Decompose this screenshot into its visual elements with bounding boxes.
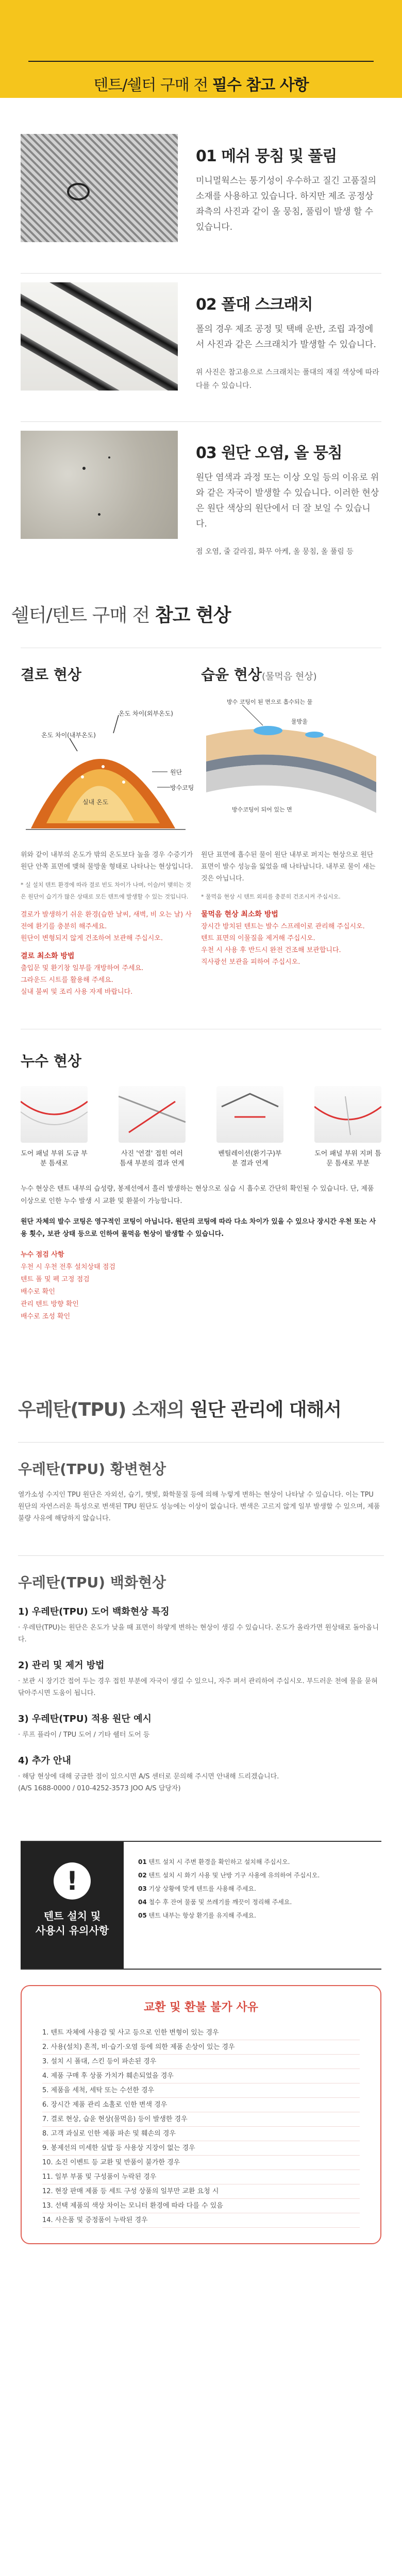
label-droplet: 물방울: [291, 718, 308, 725]
returns-title: 교환 및 환불 불가 사유: [144, 2001, 258, 2014]
returns-item: 12. 현장 판매 제품 등 세트 구성 상품의 일부만 교환 요청 시: [42, 2184, 360, 2199]
wicking-body: 원단 표면에 흡수된 물이 원단 내부로 퍼지는 현상으로 원단 표면이 발수 성능을 잃었을 때 나타납니다. 내부로 물이 새는 것은 아닙니다.: [201, 851, 376, 883]
mesh-knot-circle: [67, 183, 90, 200]
stain-spot: [108, 456, 110, 459]
leak-min-item: 배수로 확인: [21, 1288, 55, 1296]
wicking-min-title: 물먹음 현상 최소화 방법: [201, 910, 278, 919]
condensation-title: 결로 현상: [21, 666, 81, 683]
leak-image-row: [21, 1086, 381, 1168]
tent-section-title: [0, 601, 402, 627]
leak-min-item: 관리 텐트 방향 확인: [21, 1300, 79, 1308]
install-list: [124, 1842, 381, 1969]
precaution-text: [196, 440, 381, 558]
returns-item: 10. 소진 이벤트 등 교환 및 반품이 불가한 경우: [42, 2156, 360, 2170]
stain-spot: [98, 513, 100, 516]
leak-item: [216, 1086, 283, 1168]
precaution-note: 점 오염, 줄 갈라짐, 화무 아케, 올 뭉침, 올 풀림 등: [196, 548, 354, 556]
tent-dome-illustration: [21, 694, 196, 849]
wicking-min-item: 장시간 방치된 텐트는 발수 스프레이로 관리해 주십시오.: [201, 923, 365, 930]
wicking-min-item: 직사광선 보관을 피하여 주십시오.: [201, 958, 300, 966]
leak-image: [314, 1086, 381, 1143]
leak-min-item: 텐트 폴 및 펙 고정 점검: [21, 1276, 90, 1283]
header-title: [0, 72, 402, 95]
precaution-fabric: [0, 431, 402, 575]
install-item-num: 02: [138, 1872, 147, 1879]
precaution-mesh: [0, 134, 402, 273]
header-title-bold: 필수 참고 사항: [212, 76, 309, 94]
install-label-line: 사용시 유의사항: [35, 1924, 109, 1937]
tent-section-bold: 참고 현상: [155, 605, 231, 626]
header-rule: [28, 61, 374, 62]
wicking-title: [201, 664, 376, 684]
header-banner: [0, 0, 402, 98]
leak-caption: 벤틸레이션(환기구)부분 결과 연계: [218, 1150, 282, 1167]
install-label-line: 텐트 설치 및: [43, 1910, 101, 1922]
install-item-text: 텐트 설치 시 화기 사용 및 난방 기구 사용에 유의하여 주십시오.: [148, 1872, 320, 1879]
tpu-yellowing-body: 열가소성 수지인 TPU 원단은 자외선, 습기, 햇빛, 화학물질 등에 의해 누렇게 변하는 현상이 나타날 수 있습니다. 이는 TPU 원단의 자연스러운 특성으로 변색된 TPU 원단도 성능에는 이상이 없습니다. 변색은 고르지 않게 일부 발생할 수 있으며, 제품 불량 사유에 해당하지 않습니다.: [18, 1491, 380, 1522]
returns-item: 5. 제품을 세척, 세탁 또는 수선한 경우: [42, 2083, 360, 2098]
tpu-point-title: 3) 우레탄(TPU) 적용 원단 예시: [18, 1714, 152, 1724]
precaution-note: 위 사진은 참고용으로 스크래치는 폴대의 재질 색상에 따라 다를 수 있습니다.: [196, 368, 379, 390]
condensation-min-title: 결로 최소화 방법: [21, 952, 75, 960]
condensation-min-item: 출입문 및 환기창 일부를 개방하여 주세요.: [21, 964, 144, 972]
wicking-note: * 물먹음 현상 시 텐트 외피를 충분히 건조시켜 주십시오.: [201, 893, 341, 900]
wicking-title-main: 습윤 현상: [201, 666, 262, 683]
install-notice: [21, 1841, 381, 1970]
install-item-text: 텐트 설치 시 주변 환경을 확인하고 설치해 주십시오.: [148, 1858, 290, 1866]
precaution-body: 미니멀웍스는 통기성이 우수하고 질긴 고품질의 소재를 사용하고 있습니다. 하지만 제조 공정상 좌측의 사진과 같이 올 뭉침, 풀림이 발생 할 수 있습니다.: [196, 176, 377, 232]
tpu-point-body: · 우레탄(TPU)는 원단은 온도가 낮을 때 표면이 하얗게 변하는 현상이 생길 수 있습니다. 온도가 올라가면 원상태로 돌아옵니다.: [18, 1624, 379, 1643]
header-title-pre: 텐트/쉘터 구매 전: [93, 76, 212, 94]
stain-spot: [82, 467, 86, 470]
tpu-title-bold: 원단 관리에 대해서: [190, 1399, 342, 1420]
fabric-image: [21, 431, 178, 539]
wicking-min-item: 우천 시 사용 후 반드시 완전 건조해 보관합니다.: [201, 946, 341, 954]
condensation-diagram: [21, 694, 196, 849]
precaution-title: 02 폴대 스크래치: [196, 296, 313, 314]
returns-item: 14. 사은품 및 증정품이 누락된 경우: [42, 2213, 360, 2228]
condensation-min-item: 그라운드 시트를 활용해 주세요.: [21, 976, 113, 984]
leak-item: [21, 1086, 88, 1168]
tpu-contact: (A/S 1688-0000 / 010-4252-3573 JOO A/S 담당자): [18, 1785, 181, 1792]
tpu-title: [0, 1395, 402, 1421]
wicking-diagram: [201, 694, 376, 849]
returns-item: 3. 설치 시 폴대, 스킨 등이 파손된 경우: [42, 2055, 360, 2069]
leak-caption: 도어 패널 부위 지퍼 틈문 틈새로 부분: [314, 1150, 381, 1167]
tpu-point-title: 2) 관리 및 제거 방법: [18, 1660, 105, 1671]
leak-image: [21, 1086, 88, 1143]
leak-item: [119, 1086, 186, 1168]
tpu-section: [0, 1323, 402, 1794]
returns-list: [42, 2026, 360, 2228]
tpu-point-body: · 루프 플라이 / TPU 도어 / 기타 쉘터 도어 등: [18, 1731, 150, 1739]
tpu-yellowing-title: 우레탄(TPU) 황변현상: [18, 1461, 166, 1478]
precaution-text: [196, 292, 381, 393]
returns-box: [21, 1985, 381, 2244]
wicking-text: [201, 849, 376, 968]
tpu-point-body: · 보관 시 장기간 접어 두는 경우 접힌 부분에 자국이 생길 수 있으니, 자주 펴서 관리하여 주십시오. 부드러운 천에 물을 묻혀 닦아주시면 도움이 됩니다.: [18, 1677, 378, 1697]
wicking-title-sub: (물먹음 현상): [261, 671, 317, 682]
tpu-whitening-title: 우레탄(TPU) 백화현상: [18, 1574, 166, 1591]
leak-bold: 원단 자체의 발수 코팅은 영구적인 코팅이 아닙니다. 원단의 코팅에 따라 다소 차이가 있을 수 있으나 장시간 우천 또는 사용 횟수, 보관 상태 등으로 인하여 물먹음 현상이 발생할 수 있습니다.: [21, 1218, 376, 1238]
returns-item: 9. 봉제선의 미세한 실밥 등 사용상 지장이 없는 경우: [42, 2141, 360, 2156]
leak-caption: 도어 패널 부위 도금 부분 틈새로: [21, 1150, 88, 1167]
condensation-note: * 실 설치 텐트 환경에 따라 결로 빈도 차이가 나며, 이슬/이 맺히는 것은 원단이 습기가 많은 상태로 모든 텐트에 발생할 수 있는 것입니다.: [21, 882, 191, 900]
tpu-point-body: · 해당 현상에 대해 궁금한 점이 있으시면 A/S 센터로 문의해 주시면 안내해 드리겠습니다.: [18, 1773, 279, 1781]
leak-title: 누수 현상: [21, 1053, 81, 1070]
condensation-body: 위와 같이 내부의 온도가 밖의 온도보다 높을 경우 수증기가 원단 안쪽 표면에 맺혀 물방울 형태로 나타나는 현상입니다.: [21, 851, 193, 871]
leak-item: [314, 1086, 381, 1168]
precaution-title: 03 원단 오염, 올 뭉침: [196, 444, 342, 462]
label-coated-side: 방수코팅이 되어 있는 면: [232, 806, 292, 813]
returns-item: 6. 장시간 제품 관리 소홀로 인한 변색 경우: [42, 2098, 360, 2112]
label-room-temp: 실내 온도: [82, 799, 109, 806]
install-item-num: 03: [138, 1885, 147, 1892]
returns-item: 4. 제품 구매 후 상품 가치가 훼손되었을 경우: [42, 2069, 360, 2083]
leak-min-title: 누수 점검 사항: [21, 1251, 64, 1259]
returns-item: 13. 선택 제품의 색상 차이는 모니터 환경에 따라 다를 수 있음: [42, 2199, 360, 2213]
precaution-title: 01 메쉬 뭉침 및 풀림: [196, 147, 337, 165]
wicking-min-item: 텐트 표면의 이물질을 제거해 주십시오.: [201, 935, 315, 942]
returns-item: 11. 일부 부품 및 구성품이 누락된 경우: [42, 2170, 360, 2184]
install-item-text: 기상 상황에 맞게 텐트를 사용해 주세요.: [148, 1885, 256, 1892]
condensation-min-item: 실내 불씨 및 조리 사용 자제 바랍니다.: [21, 988, 133, 996]
precaution-pole: [0, 282, 402, 421]
precaution-body: 폴의 경우 제조 공정 및 택배 운반, 조립 과정에서 사진과 같은 스크래치가 발생할 수 있습니다.: [196, 324, 376, 350]
install-notice-label: [21, 1842, 124, 1969]
condensation-warning: 원단이 변형되지 않게 건조하여 보관해 주십시오.: [21, 935, 163, 942]
returns-item: 1. 텐트 자체에 사용감 및 사고 등으로 인한 변형이 있는 경우: [42, 2026, 360, 2040]
label-coating: 방수코팅: [170, 784, 194, 791]
returns-item: 2. 사용(설치) 흔적, 비·습기·오염 등에 의한 제품 손상이 있는 경우: [42, 2040, 360, 2055]
install-item-num: 04: [138, 1899, 147, 1906]
leak-image: [216, 1086, 283, 1143]
install-item-text: 텐트 내부는 항상 환기를 유지해 주세요.: [148, 1912, 256, 1919]
label-absorbed-water: 방수 코팅이 된 면으로 흡수되는 물: [227, 699, 313, 705]
leak-image: [119, 1086, 186, 1143]
install-item-num: 01: [138, 1858, 147, 1866]
tpu-point-title: 4) 추가 안내: [18, 1755, 71, 1766]
leak-text: [21, 1183, 381, 1323]
phenomena-grid: [21, 648, 381, 998]
install-item-num: 05: [138, 1912, 147, 1919]
leak-section: [21, 1029, 381, 1323]
label-inside-temp: 온도 차이(내부온도): [41, 732, 96, 739]
leak-min-item: 배수로 조성 확인: [21, 1313, 71, 1320]
fabric-cross-section-illustration: [201, 694, 376, 849]
condensation-warning: 결로가 발생하기 쉬운 환경(습한 날씨, 새벽, 비 오는 날) 사전에 환기를 충분히 해주세요.: [21, 911, 192, 930]
label-outside-temp: 온도 차이(외부온도): [119, 710, 173, 717]
leak-min-item: 우천 시 우천 전후 설치상태 점검: [21, 1263, 115, 1271]
wicking-column: [201, 648, 381, 998]
condensation-column: [21, 648, 201, 998]
install-item-text: 철수 후 잔여 물품 및 쓰레기를 깨끗이 정리해 주세요.: [148, 1899, 292, 1906]
tent-section-pre: 쉘터/텐트 구매 전: [11, 605, 155, 626]
precaution-text: [196, 143, 381, 235]
returns-item: 8. 고객 과실로 인한 제품 파손 및 훼손의 경우: [42, 2127, 360, 2141]
leak-caption: 사진 '연결' 접힌 여러 틈새 부분의 결과 연계: [120, 1150, 185, 1167]
tpu-title-pre: 우레탄(TPU) 소재의: [18, 1399, 190, 1420]
precaution-body: 원단 염색과 과정 또는 이상 오일 등의 이유로 위와 같은 자국이 발생할 수 있습니다. 이러한 현상은 원단 색상의 원단에서 더 잘 보일 수 있습니다.: [196, 472, 379, 529]
returns-item: 7. 결로 현상, 습윤 현상(물먹음) 등이 발생한 경우: [42, 2112, 360, 2127]
label-fabric: 원단: [170, 769, 182, 776]
tpu-point-title: 1) 우레탄(TPU) 도어 백화현상 특징: [18, 1606, 170, 1617]
leak-body: 누수 현상은 텐트 내부의 습성량, 봉제선에서 흘러 발생하는 현상으로 실습 시 흡수로 간단히 확인될 수 있습니다. 단, 제품 이상으로 인한 누수 발생 시 교환 및 환불이 가능합니다.: [21, 1185, 374, 1205]
exclamation-icon: !: [54, 1862, 91, 1900]
condensation-text: [21, 849, 196, 998]
mesh-image: [21, 134, 178, 242]
pole-image: [21, 282, 178, 391]
